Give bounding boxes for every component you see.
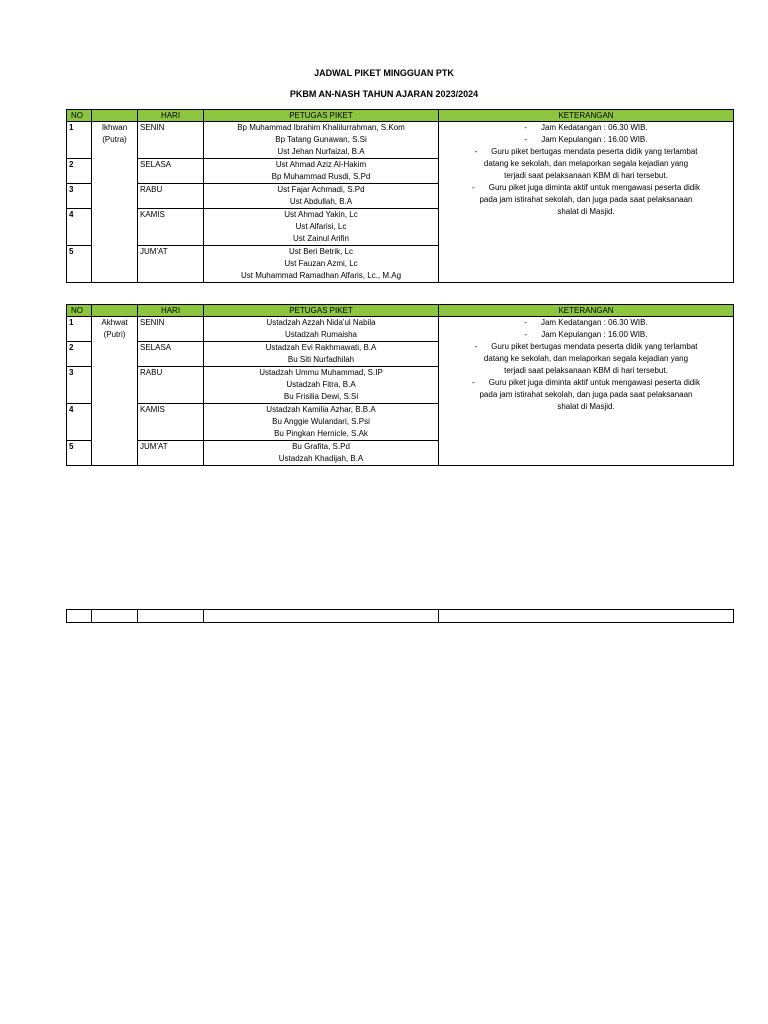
day-cell: RABU bbox=[138, 184, 204, 209]
officer-name: Ustadzah Fitra, B.A bbox=[286, 380, 356, 389]
notes-line bbox=[441, 365, 731, 377]
group-label bbox=[92, 122, 138, 283]
notes-line bbox=[441, 377, 731, 389]
row-number: 3 bbox=[67, 184, 92, 209]
group-name: Akhwat bbox=[101, 318, 128, 327]
header-group bbox=[92, 305, 138, 317]
day-cell: KAMIS bbox=[138, 404, 204, 441]
notes-text: datang ke sekolah, dan melaporkan segala kejadian yang bbox=[483, 159, 689, 168]
day-cell: SELASA bbox=[138, 342, 204, 367]
officer-name: Ustadzah Azzah Nida'ul Nabila bbox=[266, 318, 376, 327]
officer-name: Bu Frisilia Dewi, S.Si bbox=[283, 392, 359, 401]
bullet-dash: - bbox=[524, 135, 528, 144]
notes-text: Jam Kedatangan : 06.30 WIB. bbox=[540, 123, 648, 132]
notes-text: Guru piket juga diminta aktif untuk mengawasi peserta didik bbox=[488, 378, 700, 387]
notes-line bbox=[441, 182, 731, 194]
officer-cell bbox=[204, 209, 439, 246]
officer-name: Ustadzah Khadijah, B.A bbox=[278, 454, 364, 463]
table-header-row bbox=[67, 305, 734, 317]
notes-text: Guru piket bertugas mendata peserta didik yang terlambat bbox=[491, 147, 698, 156]
officer-name: Ustadzah Kamilia Azhar, B.B.A bbox=[266, 405, 376, 414]
notes-text: terjadi saat pelaksanaan KBM di hari tersebut. bbox=[504, 366, 668, 375]
notes-line bbox=[441, 341, 731, 353]
officer-name: Bp Muhammad Ibrahim Khalilurrahman, S.Kom bbox=[237, 123, 405, 132]
row-number: 1 bbox=[67, 122, 92, 159]
bullet-dash: - bbox=[474, 147, 478, 156]
officer-name: Ust Fauzan Azmi, Lc bbox=[284, 259, 358, 268]
notes-text: pada jam istirahat sekolah, dan juga pada saat pelaksanaan bbox=[479, 195, 693, 204]
officer-name: Bp Tatang Gunawan, S.Si bbox=[275, 135, 367, 144]
empty-table-row bbox=[66, 609, 734, 623]
table-row bbox=[67, 317, 734, 342]
notes-text: Jam Kedatangan : 06.30 WIB. bbox=[540, 318, 648, 327]
bullet-dash: - bbox=[474, 342, 478, 351]
group-name: Ikhwan bbox=[101, 123, 128, 132]
schedule-table-ikhwan bbox=[66, 109, 734, 283]
bullet-dash: - bbox=[472, 378, 475, 387]
row-number: 4 bbox=[67, 209, 92, 246]
officer-name: Ustadzah Ummu Muhammad, S.IP bbox=[259, 368, 383, 377]
officer-cell bbox=[204, 342, 439, 367]
bullet-dash: - bbox=[524, 123, 527, 132]
notes-line bbox=[441, 329, 731, 341]
notes-line bbox=[441, 353, 731, 365]
header-group bbox=[92, 110, 138, 122]
day-cell: KAMIS bbox=[138, 209, 204, 246]
row-number: 2 bbox=[67, 159, 92, 184]
officer-name: Bu Pingkan Hernicle, S.Ak bbox=[274, 429, 368, 438]
officer-name: Ust Beri Betrik, Lc bbox=[288, 247, 353, 256]
officer-name: Ust Abdullah, B.A bbox=[289, 197, 353, 206]
bullet-dash: - bbox=[524, 318, 527, 327]
document-subtitle: PKBM AN-NASH TAHUN AJARAN 2023/2024 bbox=[289, 89, 479, 99]
empty-cell bbox=[67, 610, 92, 623]
group-label bbox=[92, 317, 138, 466]
officer-name: Ust Jehan Nurfaizal, B.A bbox=[277, 147, 365, 156]
table-row bbox=[67, 610, 734, 623]
officer-name: Ust Fajar Achmadi, S.Pd bbox=[277, 185, 365, 194]
notes-cell bbox=[439, 317, 734, 466]
notes-text: datang ke sekolah, dan melaporkan segala kejadian yang bbox=[483, 354, 689, 363]
officer-name: Ust Muhammad Ramadhan Alfaris, Lc., M.Ag bbox=[240, 271, 402, 280]
officer-cell bbox=[204, 404, 439, 441]
notes-line bbox=[441, 206, 731, 218]
header-petugas: PETUGAS PIKET bbox=[204, 305, 439, 317]
officer-cell bbox=[204, 441, 439, 466]
table-body bbox=[67, 317, 734, 466]
bullet-dash: - bbox=[524, 330, 528, 339]
day-cell: SENIN bbox=[138, 317, 204, 342]
officer-name: Ust Ahmad Aziz Al-Hakim bbox=[275, 160, 367, 169]
notes-line bbox=[441, 122, 731, 134]
row-number: 1 bbox=[67, 317, 92, 342]
officer-cell bbox=[204, 122, 439, 159]
notes-line bbox=[441, 401, 731, 413]
header-hari: HARI bbox=[138, 110, 204, 122]
notes-text: shalat di Masjid. bbox=[557, 207, 615, 216]
notes-line bbox=[441, 146, 731, 158]
header-petugas: PETUGAS PIKET bbox=[204, 110, 439, 122]
officer-name: Ust Alfarisi, Lc bbox=[295, 222, 347, 231]
officer-name: Ust Ahmad Yakin, Lc bbox=[284, 210, 358, 219]
document-title: JADWAL PIKET MINGGUAN PTK bbox=[314, 68, 454, 78]
header-keterangan: KETERANGAN bbox=[439, 110, 734, 122]
header-no: NO bbox=[67, 110, 92, 122]
group-subname: (Putri) bbox=[103, 330, 126, 339]
row-number: 4 bbox=[67, 404, 92, 441]
officer-name: Bu Siti Nurfadhilah bbox=[287, 355, 355, 364]
notes-text: Jam Kepulangan : 16.00 WIB. bbox=[541, 330, 648, 339]
officer-cell bbox=[204, 184, 439, 209]
empty-cell bbox=[439, 610, 734, 623]
notes-line bbox=[441, 317, 731, 329]
officer-cell bbox=[204, 246, 439, 283]
notes-line bbox=[441, 134, 731, 146]
header-hari: HARI bbox=[138, 305, 204, 317]
officer-cell bbox=[204, 367, 439, 404]
officer-name: Ust Zainul Arifin bbox=[292, 234, 350, 243]
empty-cell bbox=[92, 610, 138, 623]
officer-cell bbox=[204, 317, 439, 342]
header-no: NO bbox=[67, 305, 92, 317]
empty-cell bbox=[204, 610, 439, 623]
notes-cell bbox=[439, 122, 734, 283]
officer-name: Bu Anggie Wulandari, S.Psi bbox=[272, 417, 370, 426]
notes-line bbox=[441, 389, 731, 401]
day-cell: SELASA bbox=[138, 159, 204, 184]
table-header-row bbox=[67, 110, 734, 122]
notes-text: shalat di Masjid. bbox=[557, 402, 615, 411]
officer-name: Ustadzah Evi Rakhmawati, B.A bbox=[265, 343, 377, 352]
row-number: 5 bbox=[67, 441, 92, 466]
row-number: 2 bbox=[67, 342, 92, 367]
notes-text: Guru piket bertugas mendata peserta didik yang terlambat bbox=[491, 342, 698, 351]
notes-line bbox=[441, 170, 731, 182]
day-cell: RABU bbox=[138, 367, 204, 404]
officer-name: Bu Grafita, S.Pd bbox=[292, 442, 350, 451]
day-cell: JUM'AT bbox=[138, 246, 204, 283]
officer-name: Ustadzah Rumaisha bbox=[284, 330, 358, 339]
notes-text: Jam Kepulangan : 16.00 WIB. bbox=[541, 135, 648, 144]
notes-text: pada jam istirahat sekolah, dan juga pada saat pelaksanaan bbox=[479, 390, 693, 399]
day-cell: JUM'AT bbox=[138, 441, 204, 466]
notes-line bbox=[441, 158, 731, 170]
schedule-table-akhwat bbox=[66, 304, 734, 466]
empty-cell bbox=[138, 610, 204, 623]
notes-text: Guru piket juga diminta aktif untuk mengawasi peserta didik bbox=[488, 183, 700, 192]
header-keterangan: KETERANGAN bbox=[439, 305, 734, 317]
officer-name: Bp Muhammad Rusdi, S.Pd bbox=[271, 172, 371, 181]
notes-line bbox=[441, 194, 731, 206]
notes-text: terjadi saat pelaksanaan KBM di hari tersebut. bbox=[504, 171, 668, 180]
table-row bbox=[67, 122, 734, 159]
table-body bbox=[67, 122, 734, 283]
row-number: 3 bbox=[67, 367, 92, 404]
officer-cell bbox=[204, 159, 439, 184]
day-cell: SENIN bbox=[138, 122, 204, 159]
bullet-dash: - bbox=[472, 183, 475, 192]
row-number: 5 bbox=[67, 246, 92, 283]
group-subname: (Putra) bbox=[102, 135, 127, 144]
